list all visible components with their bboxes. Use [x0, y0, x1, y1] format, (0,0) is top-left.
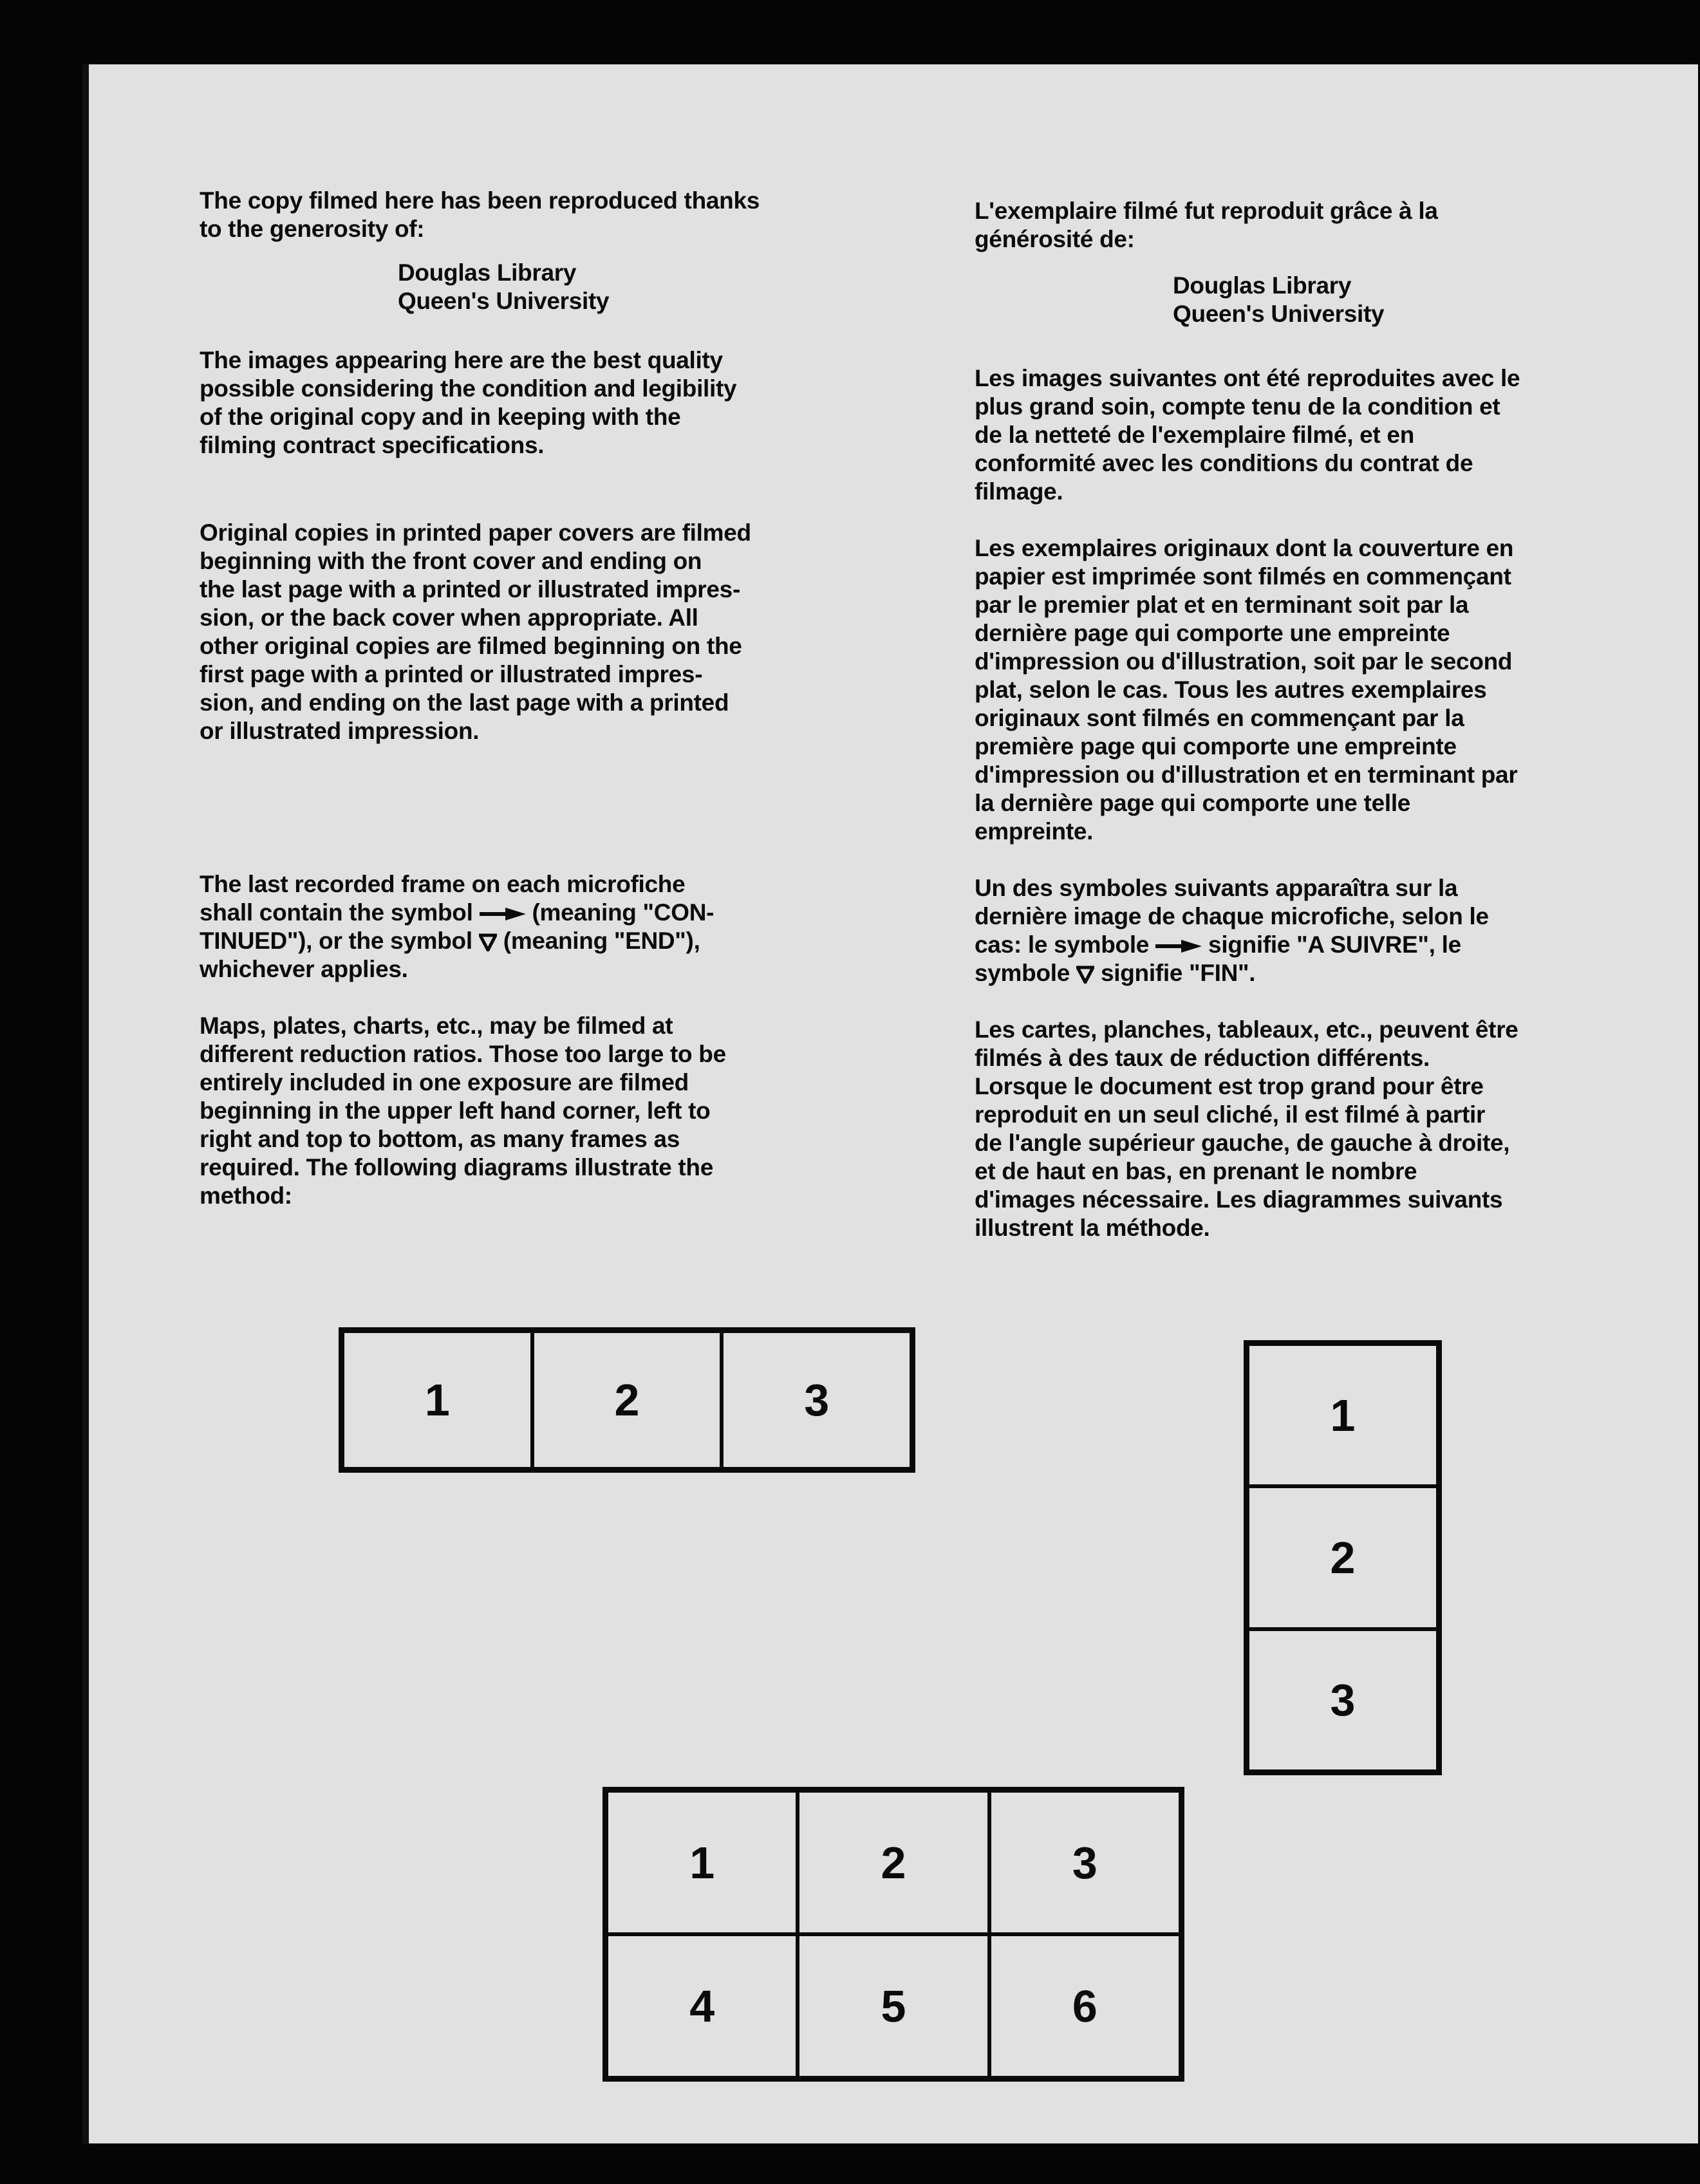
frame-cell: 2 [798, 1791, 989, 1934]
frame-cell: 1 [606, 1791, 798, 1934]
french-symbol-text-a: Un des symboles suivants apparaîtra sur la dernière image de chaque microfiche, selon le cas: le symbole [975, 875, 1489, 958]
right-arrow-icon [1155, 939, 1202, 953]
frame-cell: 4 [606, 1934, 798, 2078]
english-library: Douglas Library Queen's University [398, 259, 610, 314]
frame-cell: 6 [989, 1934, 1181, 2078]
english-column [200, 187, 843, 1210]
grid-frames-diagram [602, 1787, 1184, 2082]
frame-cell: 1 [342, 1331, 532, 1469]
frame-cell: 2 [1247, 1486, 1438, 1629]
french-intro: L'exemplaire filmé fut reproduit grâce à la générosité de: [975, 198, 1438, 252]
horizontal-frames-diagram [339, 1327, 915, 1473]
english-symbol-text-a: The last recorded frame on each microfiche shall contain the symbol [200, 871, 686, 926]
frame-cell: 3 [989, 1791, 1181, 1934]
french-symbols [975, 874, 1670, 987]
english-intro: The copy filmed here has been reproduced thanks to the generosity of: [200, 187, 760, 242]
frame-cell: 3 [722, 1331, 911, 1469]
french-maps: Les cartes, planches, tableaux, etc., peuvent être filmés à des taux de réduction différents. Lorsque le document est trop grand pour être reproduit en un seul cliché, il est filmé à partir de l'angle supérieur gauche, de gauche à droite, et de haut en bas, en prenant le nombre d'images nécessaire. Les diagrammes suivants illustrent la méthode. [975, 1016, 1518, 1241]
english-symbol-text-c: (meaning "END"), whichever applies. [200, 928, 700, 982]
frame-cell: 2 [532, 1331, 722, 1469]
frame-cell: 5 [798, 1934, 989, 2078]
vertical-frames-diagram [1244, 1340, 1442, 1775]
down-triangle-icon [479, 933, 497, 951]
english-quality: The images appearing here are the best quality possible considering the condition and legibility of the original copy and in keeping with the filming contract specifications. [200, 347, 737, 458]
french-column [975, 197, 1670, 1242]
right-arrow-icon [480, 907, 526, 921]
frame-cell: 1 [1247, 1344, 1438, 1486]
english-symbols [200, 870, 843, 984]
french-library: Douglas Library Queen's University [1173, 272, 1385, 327]
french-symbol-text-b: signifie "A SUIVRE", le symbole [975, 931, 1461, 986]
down-triangle-icon [1076, 966, 1094, 984]
french-quality: Les images suivantes ont été reproduites avec le plus grand soin, compte tenu de la condition et de la netteté de l'exemplaire filmé, et en conformité avec les conditions du contrat de filmage. [975, 365, 1520, 505]
french-symbol-text-c: signifie "FIN". [1094, 960, 1256, 986]
microfiche-target-page [82, 64, 1698, 2143]
english-covers: Original copies in printed paper covers are filmed beginning with the front cover and ending on the last page with a printed or illustrated impres- sion, or the back cover when appropriate. All other original copies are filmed beginning on the first page with a printed or illustrated impres- sion, and ending on the last page with a printed or illustrated impression. [200, 519, 751, 744]
french-covers: Les exemplaires originaux dont la couverture en papier est imprimée sont filmés en commençant par le premier plat et en terminant soit par la dernière page qui comporte une empreinte d'impression ou d'illustration, soit par le second plat, selon le cas. Tous les autres exemplaires originaux sont filmés en commençant par la première page qui comporte une empreinte d'impression ou d'illustration et en terminant par la dernière page qui comporte une telle empreinte. [975, 535, 1518, 845]
frame-cell: 3 [1247, 1629, 1438, 1771]
english-maps: Maps, plates, charts, etc., may be filmed at different reduction ratios. Those too large to be entirely included in one exposure are filmed beginning in the upper left hand corner, left to right and top to bottom, as many frames as required. The following diagrams illustrate the method: [200, 1013, 726, 1209]
english-symbol-text-b: (meaning "CON- TINUED"), or the symbol [200, 899, 715, 954]
